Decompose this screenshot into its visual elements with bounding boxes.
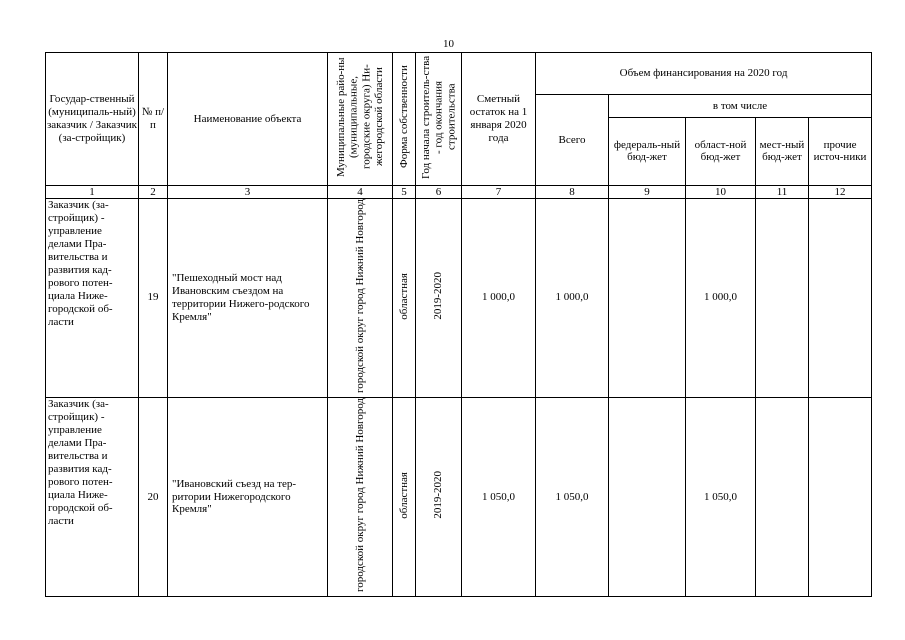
column-number: 10 — [686, 185, 756, 198]
row-customer: Заказчик (за-стройщик) - управление делами Пра-вительства и развития кад-рового потен-циала Ниже-городской об-ласти — [46, 198, 139, 397]
column-numbers-row — [46, 185, 872, 198]
row-local — [756, 198, 809, 397]
row-ownership: областная — [393, 198, 416, 397]
header-object: Наименование объекта — [168, 53, 328, 186]
column-number: 12 — [809, 185, 872, 198]
header-other: прочие источ-ники — [809, 117, 872, 185]
header-customer: Государ-ственный (муниципаль-ный) заказчик / Заказчик (за-стройщик) — [46, 53, 139, 186]
header-ownership: Форма собственности — [393, 53, 416, 186]
column-number: 1 — [46, 185, 139, 198]
table-row — [46, 397, 872, 596]
column-number: 6 — [416, 185, 462, 198]
column-number: 11 — [756, 185, 809, 198]
header-federal: федераль-ный бюд-жет — [609, 117, 686, 185]
header-municipality: Муниципальные райо-ны (муниципальные, городские округа) Ни-жегородской области — [328, 53, 393, 186]
row-years: 2019-2020 — [416, 397, 462, 596]
column-number: 2 — [139, 185, 168, 198]
row-years: 2019-2020 — [416, 198, 462, 397]
header-years: Год начала строитель-ства - год окончания строительства — [416, 53, 462, 186]
row-num: 20 — [139, 397, 168, 596]
header-balance: Сметный остаток на 1 января 2020 года — [462, 53, 536, 186]
row-local — [756, 397, 809, 596]
column-number: 9 — [609, 185, 686, 198]
header-regional: област-ной бюд-жет — [686, 117, 756, 185]
row-total: 1 050,0 — [536, 397, 609, 596]
column-number: 8 — [536, 185, 609, 198]
row-other — [809, 397, 872, 596]
header-num: № п/п — [139, 53, 168, 186]
financing-table — [45, 52, 872, 597]
header-total: Всего — [536, 95, 609, 186]
row-other — [809, 198, 872, 397]
header-including: в том числе — [609, 95, 872, 118]
row-federal — [609, 198, 686, 397]
page-number: 10 — [443, 38, 454, 50]
row-object: "Пешеходный мост над Ивановским съездом на территории Нижего-родского Кремля" — [168, 198, 328, 397]
row-regional: 1 050,0 — [686, 397, 756, 596]
column-number: 7 — [462, 185, 536, 198]
row-object: "Ивановский съезд на тер-ритории Нижегородского Кремля" — [168, 397, 328, 596]
row-total: 1 000,0 — [536, 198, 609, 397]
column-number: 4 — [328, 185, 393, 198]
row-regional: 1 000,0 — [686, 198, 756, 397]
row-municipality: городской округ город Нижний Новгород — [328, 397, 393, 596]
row-balance: 1 000,0 — [462, 198, 536, 397]
table-row — [46, 198, 872, 397]
header-local: мест-ный бюд-жет — [756, 117, 809, 185]
row-customer: Заказчик (за-стройщик) - управление делами Пра-вительства и развития кад-рового потен-циала Ниже-городской об-ласти — [46, 397, 139, 596]
row-ownership: областная — [393, 397, 416, 596]
row-balance: 1 050,0 — [462, 397, 536, 596]
row-municipality: городской округ город Нижний Новгород — [328, 198, 393, 397]
column-number: 5 — [393, 185, 416, 198]
row-federal — [609, 397, 686, 596]
header-funding: Объем финансирования на 2020 год — [536, 53, 872, 95]
row-num: 19 — [139, 198, 168, 397]
column-number: 3 — [168, 185, 328, 198]
